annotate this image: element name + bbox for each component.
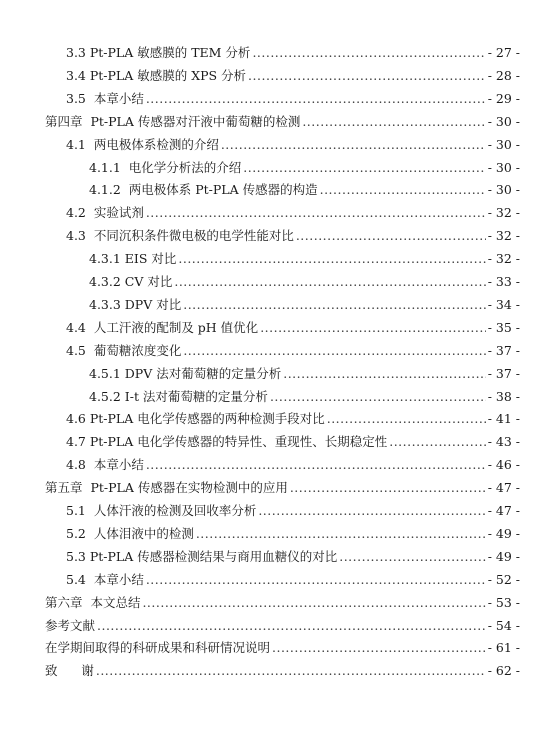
toc-entry-title: 5.3 Pt-PLA 传感器检测结果与商用血糖仪的对比 xyxy=(66,548,338,564)
dot-leader xyxy=(270,386,486,408)
toc-entry-page-number: - 37 - xyxy=(487,342,520,358)
toc-entry-title: 4.3.3 DPV 对比 xyxy=(89,296,182,312)
toc-entry[interactable] xyxy=(0,157,551,179)
toc-entry-page-number: - 43 - xyxy=(487,434,520,450)
dot-leader xyxy=(183,340,485,362)
toc-entry-page-number: - 37 - xyxy=(487,365,520,381)
toc-entry[interactable] xyxy=(0,592,551,614)
toc-entry-title: 4.2 实验试剂 xyxy=(66,205,144,221)
dot-leader xyxy=(260,317,486,339)
toc-entry-title: 5.4 本章小结 xyxy=(66,571,144,587)
toc-entry-title: 4.3.1 EIS 对比 xyxy=(89,251,177,267)
toc-entry[interactable] xyxy=(0,317,551,339)
dot-leader xyxy=(272,637,486,659)
toc-entry[interactable] xyxy=(0,134,551,156)
toc-entry[interactable] xyxy=(0,111,551,133)
dot-leader xyxy=(258,500,485,522)
toc-entry[interactable] xyxy=(0,363,551,385)
dot-leader xyxy=(243,157,485,179)
dot-leader xyxy=(196,523,486,545)
dot-leader xyxy=(296,225,486,247)
toc-entry-title: 4.7 Pt-PLA 电化学传感器的特异性、重现性、长期稳定性 xyxy=(66,434,388,450)
toc-entry-title: 致 谢 xyxy=(45,663,94,679)
toc-entry[interactable] xyxy=(0,431,551,453)
dot-leader xyxy=(389,431,485,453)
toc-entry-title: 第六章 本文总结 xyxy=(45,594,141,610)
toc-entry-page-number: - 62 - xyxy=(487,663,520,679)
toc-entry-title: 5.1 人体汗液的检测及回收率分析 xyxy=(66,503,257,518)
toc-entry-title: 4.5.1 DPV 法对葡萄糖的定量分析 xyxy=(89,365,282,381)
dot-leader xyxy=(327,408,486,430)
toc-entry-page-number: - 30 - xyxy=(487,113,520,129)
dot-leader xyxy=(248,65,486,87)
toc-entry[interactable] xyxy=(0,477,551,499)
dot-leader xyxy=(146,569,486,591)
toc-entry[interactable] xyxy=(0,546,551,568)
toc-entry[interactable] xyxy=(0,225,551,247)
toc-entry[interactable] xyxy=(0,615,551,637)
toc-entry[interactable] xyxy=(0,88,551,110)
toc-entry-title: 3.5 本章小结 xyxy=(66,90,144,106)
toc-entry-page-number: - 47 - xyxy=(487,480,520,496)
toc-entry-title: 第四章 Pt-PLA 传感器对汗液中葡萄糖的检测 xyxy=(45,113,301,129)
toc-entry-page-number: - 29 - xyxy=(487,90,520,106)
toc-entry-title: 4.5 葡萄糖浓度变化 xyxy=(66,342,182,358)
toc-entry-title: 4.1.1 电化学分析法的介绍 xyxy=(89,159,242,175)
toc-entry-page-number: - 32 - xyxy=(487,205,520,221)
toc-entry-page-number: - 30 - xyxy=(487,182,520,198)
toc-entry-title: 3.3 Pt-PLA 敏感膜的 TEM 分析 xyxy=(66,45,251,60)
toc-entry[interactable] xyxy=(0,65,551,87)
dot-leader xyxy=(146,88,486,110)
toc-entry-page-number: - 38 - xyxy=(487,388,520,404)
dot-leader xyxy=(97,615,486,637)
toc-entry-page-number: - 32 - xyxy=(487,228,520,244)
toc-entry-page-number: - 46 - xyxy=(487,457,520,473)
toc-entry-title: 5.2 人体泪液中的检测 xyxy=(66,525,194,541)
toc-entry-page-number: - 34 - xyxy=(487,296,520,312)
dot-leader xyxy=(290,477,486,499)
toc-entry[interactable] xyxy=(0,637,551,659)
dot-leader xyxy=(283,363,485,385)
toc-entry[interactable] xyxy=(0,248,551,270)
toc-entry[interactable] xyxy=(0,569,551,591)
toc-entry-title: 4.1.2 两电极体系 Pt-PLA 传感器的构造 xyxy=(89,182,318,198)
toc-entry-page-number: - 35 - xyxy=(487,319,520,335)
toc-entry-title: 在学期间取得的科研成果和科研情况说明 xyxy=(45,640,271,656)
toc-entry-page-number: - 33 - xyxy=(487,274,520,289)
toc-entry-page-number: - 30 - xyxy=(487,159,520,175)
toc-entry[interactable] xyxy=(0,294,551,316)
toc-entry-title: 4.3 不同沉积条件微电极的电学性能对比 xyxy=(66,228,294,244)
dot-leader xyxy=(339,546,485,568)
toc-entry[interactable] xyxy=(0,408,551,430)
toc-entry-page-number: - 32 - xyxy=(487,251,520,267)
toc-entry[interactable] xyxy=(0,386,551,408)
toc-entry-page-number: - 47 - xyxy=(487,503,520,518)
toc-entry-page-number: - 49 - xyxy=(487,548,520,564)
toc-entry-title: 4.8 本章小结 xyxy=(66,457,144,473)
toc-entry-title: 4.1 两电极体系检测的介绍 xyxy=(66,136,219,152)
toc-entry[interactable] xyxy=(0,271,551,293)
toc-entry[interactable] xyxy=(0,202,551,224)
toc-entry-title: 4.6 Pt-PLA 电化学传感器的两种检测手段对比 xyxy=(66,411,325,427)
toc-entry-page-number: - 61 - xyxy=(487,640,520,656)
toc-entry[interactable] xyxy=(0,660,551,682)
toc-entry-title: 4.5.2 I-t 法对葡萄糖的定量分析 xyxy=(89,388,268,404)
toc-entry[interactable] xyxy=(0,42,551,64)
toc-entry-page-number: - 28 - xyxy=(487,67,520,83)
dot-leader xyxy=(221,134,486,156)
dot-leader xyxy=(174,271,485,293)
dot-leader xyxy=(146,454,486,476)
dot-leader xyxy=(320,179,486,201)
toc-entry-title: 4.4 人工汗液的配制及 pH 值优化 xyxy=(66,319,259,335)
dot-leader xyxy=(302,111,485,133)
toc-entry-page-number: - 49 - xyxy=(487,525,520,541)
toc-entry-page-number: - 54 - xyxy=(487,617,520,633)
toc-entry-title: 4.3.2 CV 对比 xyxy=(89,274,173,289)
toc-entry-title: 第五章 Pt-PLA 传感器在实物检测中的应用 xyxy=(45,480,288,496)
toc-entry[interactable] xyxy=(0,179,551,201)
dot-leader xyxy=(252,42,485,64)
toc-entry-page-number: - 53 - xyxy=(487,594,520,610)
dot-leader xyxy=(183,294,485,316)
dot-leader xyxy=(142,592,485,614)
toc-entry[interactable] xyxy=(0,340,551,362)
dot-leader xyxy=(178,248,485,270)
toc-entry-title: 3.4 Pt-PLA 敏感膜的 XPS 分析 xyxy=(66,67,247,83)
dot-leader xyxy=(96,660,486,682)
toc-entry-title: 参考文献 xyxy=(45,617,96,633)
toc-entry-page-number: - 30 - xyxy=(487,136,520,152)
toc-entry[interactable] xyxy=(0,523,551,545)
toc-entry-page-number: - 41 - xyxy=(487,411,520,427)
dot-leader xyxy=(146,202,486,224)
toc-entry[interactable] xyxy=(0,454,551,476)
toc-entry-page-number: - 27 - xyxy=(487,45,520,60)
toc-entry[interactable] xyxy=(0,500,551,522)
toc-entry-page-number: - 52 - xyxy=(487,571,520,587)
